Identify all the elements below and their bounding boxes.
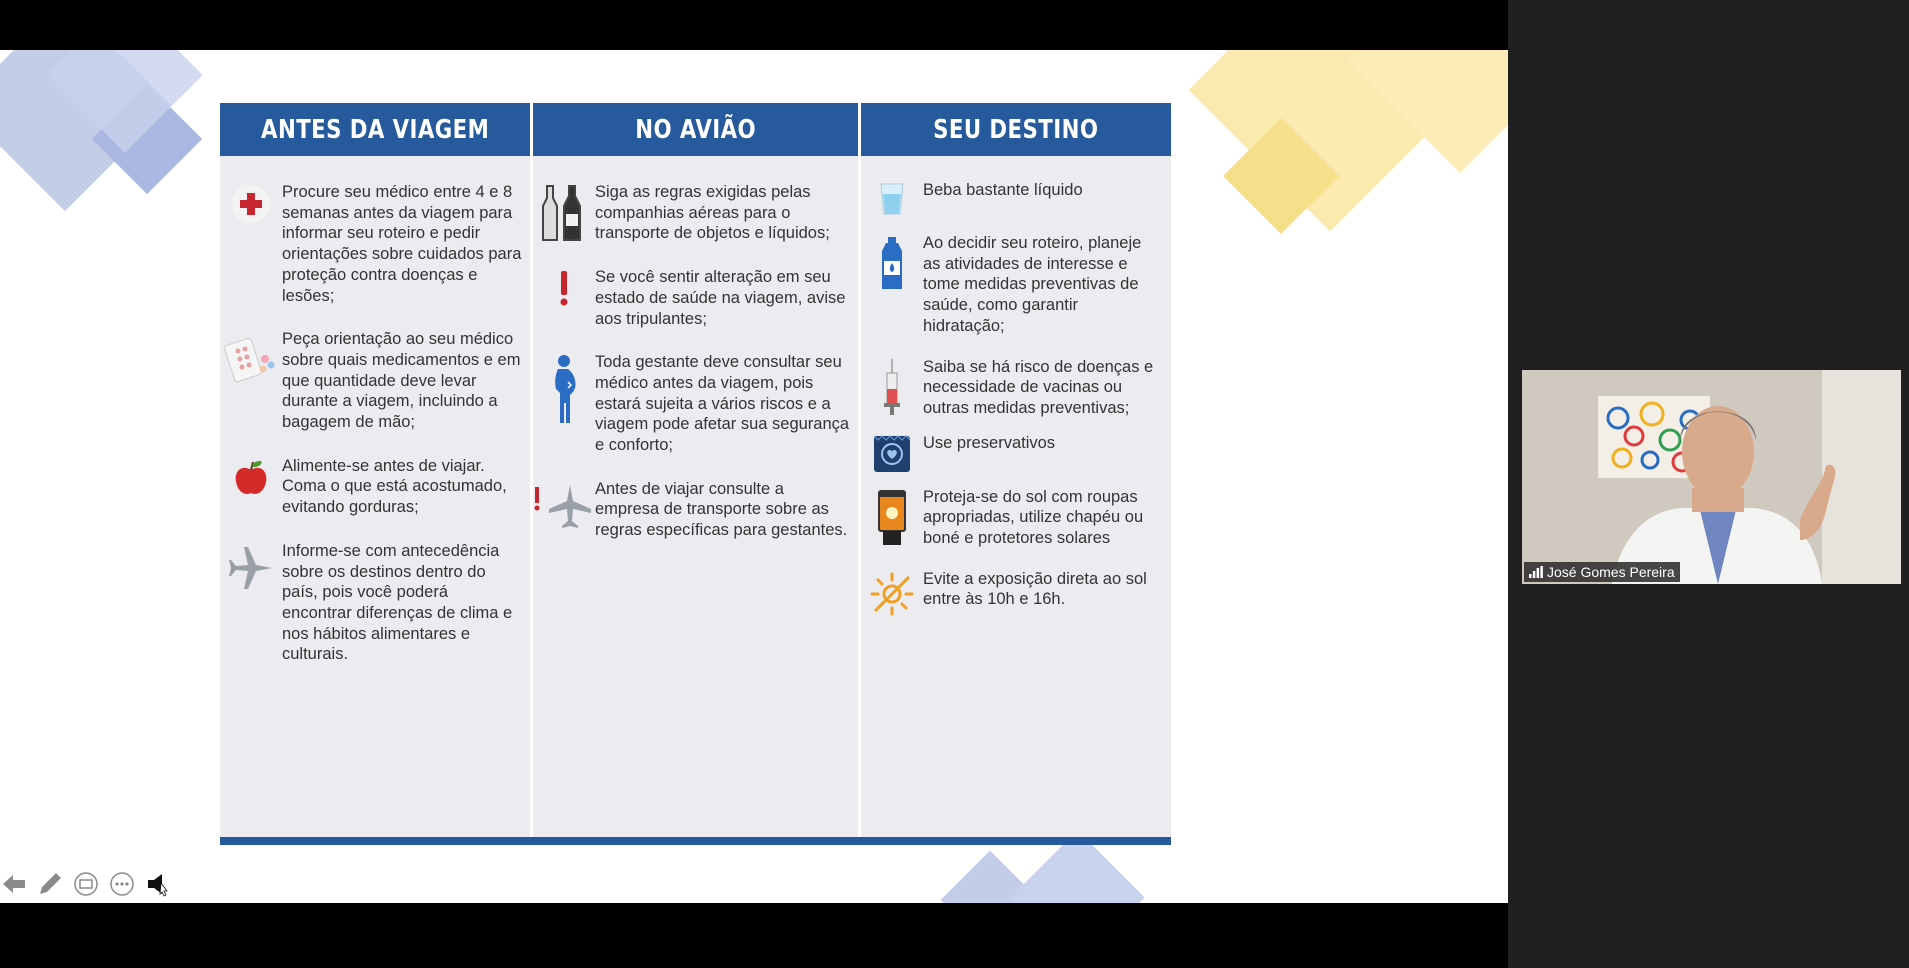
item-text: Alimente-se antes de viajar. Coma o que está acostumado, evitando gorduras; — [282, 456, 507, 517]
list-item — [861, 487, 1171, 549]
signal-bars-icon — [1529, 566, 1543, 578]
list-item — [220, 541, 530, 665]
pregnant-woman-icon — [533, 352, 595, 426]
list-item — [220, 456, 530, 518]
list-item — [861, 433, 1171, 473]
participant-video-image — [1522, 370, 1901, 584]
airplane-alert-icon — [533, 479, 595, 531]
participant-name-tag — [1524, 562, 1680, 582]
list-item — [861, 569, 1171, 617]
bottles-icon — [533, 182, 595, 242]
column-title: SEU DESTINO — [861, 103, 1171, 156]
syringe-icon — [861, 357, 923, 417]
item-text: Procure seu médico entre 4 e 8 semanas antes da viagem para informar seu roteiro e pedir orientações sobre cuidados para proteção contra doenças e lesões; — [282, 183, 522, 305]
list-item — [533, 479, 858, 541]
water-bottle-icon — [861, 233, 923, 293]
more-icon[interactable] — [108, 870, 136, 898]
airplane-icon — [220, 541, 282, 593]
no-sun-icon — [861, 569, 923, 617]
column-before-trip — [220, 103, 530, 837]
list-item — [533, 182, 858, 244]
info-table — [220, 103, 1171, 845]
presentation-toolbar — [0, 870, 172, 898]
sunscreen-icon — [861, 487, 923, 547]
apple-icon — [220, 456, 282, 498]
item-text: Saiba se há risco de doenças e necessidade de vacinas ou outras medidas preventivas; — [923, 357, 1154, 417]
item-text: Siga as regras exigidas pelas companhias aéreas para o transporte de objetos e líquidos; — [595, 183, 830, 243]
slide — [0, 50, 1508, 903]
item-text: Antes de viajar consulte a empresa de transporte sobre as regras específicas para gestantes. — [595, 479, 848, 540]
participant-name: José Gomes Pereira — [1547, 564, 1675, 580]
list-item — [220, 182, 530, 306]
condom-icon — [861, 433, 923, 473]
item-text: Toda gestante deve consultar seu médico antes da viagem, pois estará sujeita a vários riscos e a viagem pode afetar sua segurança e conforto; — [595, 353, 850, 455]
water-glass-icon — [861, 180, 923, 216]
medical-cross-icon — [220, 182, 282, 224]
item-text: Se você sentir alteração em seu estado de saúde na viagem, avise aos tripulantes; — [595, 268, 846, 328]
list-item — [861, 233, 1171, 337]
list-item — [861, 180, 1171, 216]
item-text: Peça orientação ao seu médico sobre quais medicamentos e em que quantidade deve levar durante a viagem, incluindo a bagagem de mão; — [282, 330, 521, 432]
list-item — [861, 357, 1171, 419]
item-text: Beba bastante líquido — [923, 181, 1083, 199]
speaker-icon[interactable] — [144, 870, 172, 898]
item-text: Proteja-se do sol com roupas apropriadas, utilize chapéu ou boné e protetores solares — [923, 487, 1144, 548]
item-text: Evite a exposição direta ao sol entre às 10h e 16h. — [923, 569, 1147, 609]
participant-video[interactable] — [1522, 370, 1901, 584]
column-destination — [858, 103, 1171, 837]
item-text: Informe-se com antecedência sobre os destinos dentro do país, pois você poderá encontrar diferenças de clima e nos hábitos alimentares e culturais. — [282, 541, 513, 664]
column-title: ANTES DA VIAGEM — [220, 103, 530, 156]
list-item — [533, 267, 858, 329]
column-title: NO AVIÃO — [533, 103, 858, 156]
pen-icon[interactable] — [36, 870, 64, 898]
exclamation-icon — [533, 267, 595, 309]
list-item — [533, 352, 858, 456]
item-text: Use preservativos — [923, 433, 1056, 452]
arrow-left-icon[interactable] — [0, 870, 28, 898]
pills-icon — [220, 329, 282, 387]
list-item — [220, 329, 530, 433]
subtitles-icon[interactable] — [72, 870, 100, 898]
item-text: Ao decidir seu roteiro, planeje as atividades de interesse e tome medidas preventivas de saúde, como garantir hidratação; — [923, 234, 1142, 335]
column-on-plane — [530, 103, 858, 837]
